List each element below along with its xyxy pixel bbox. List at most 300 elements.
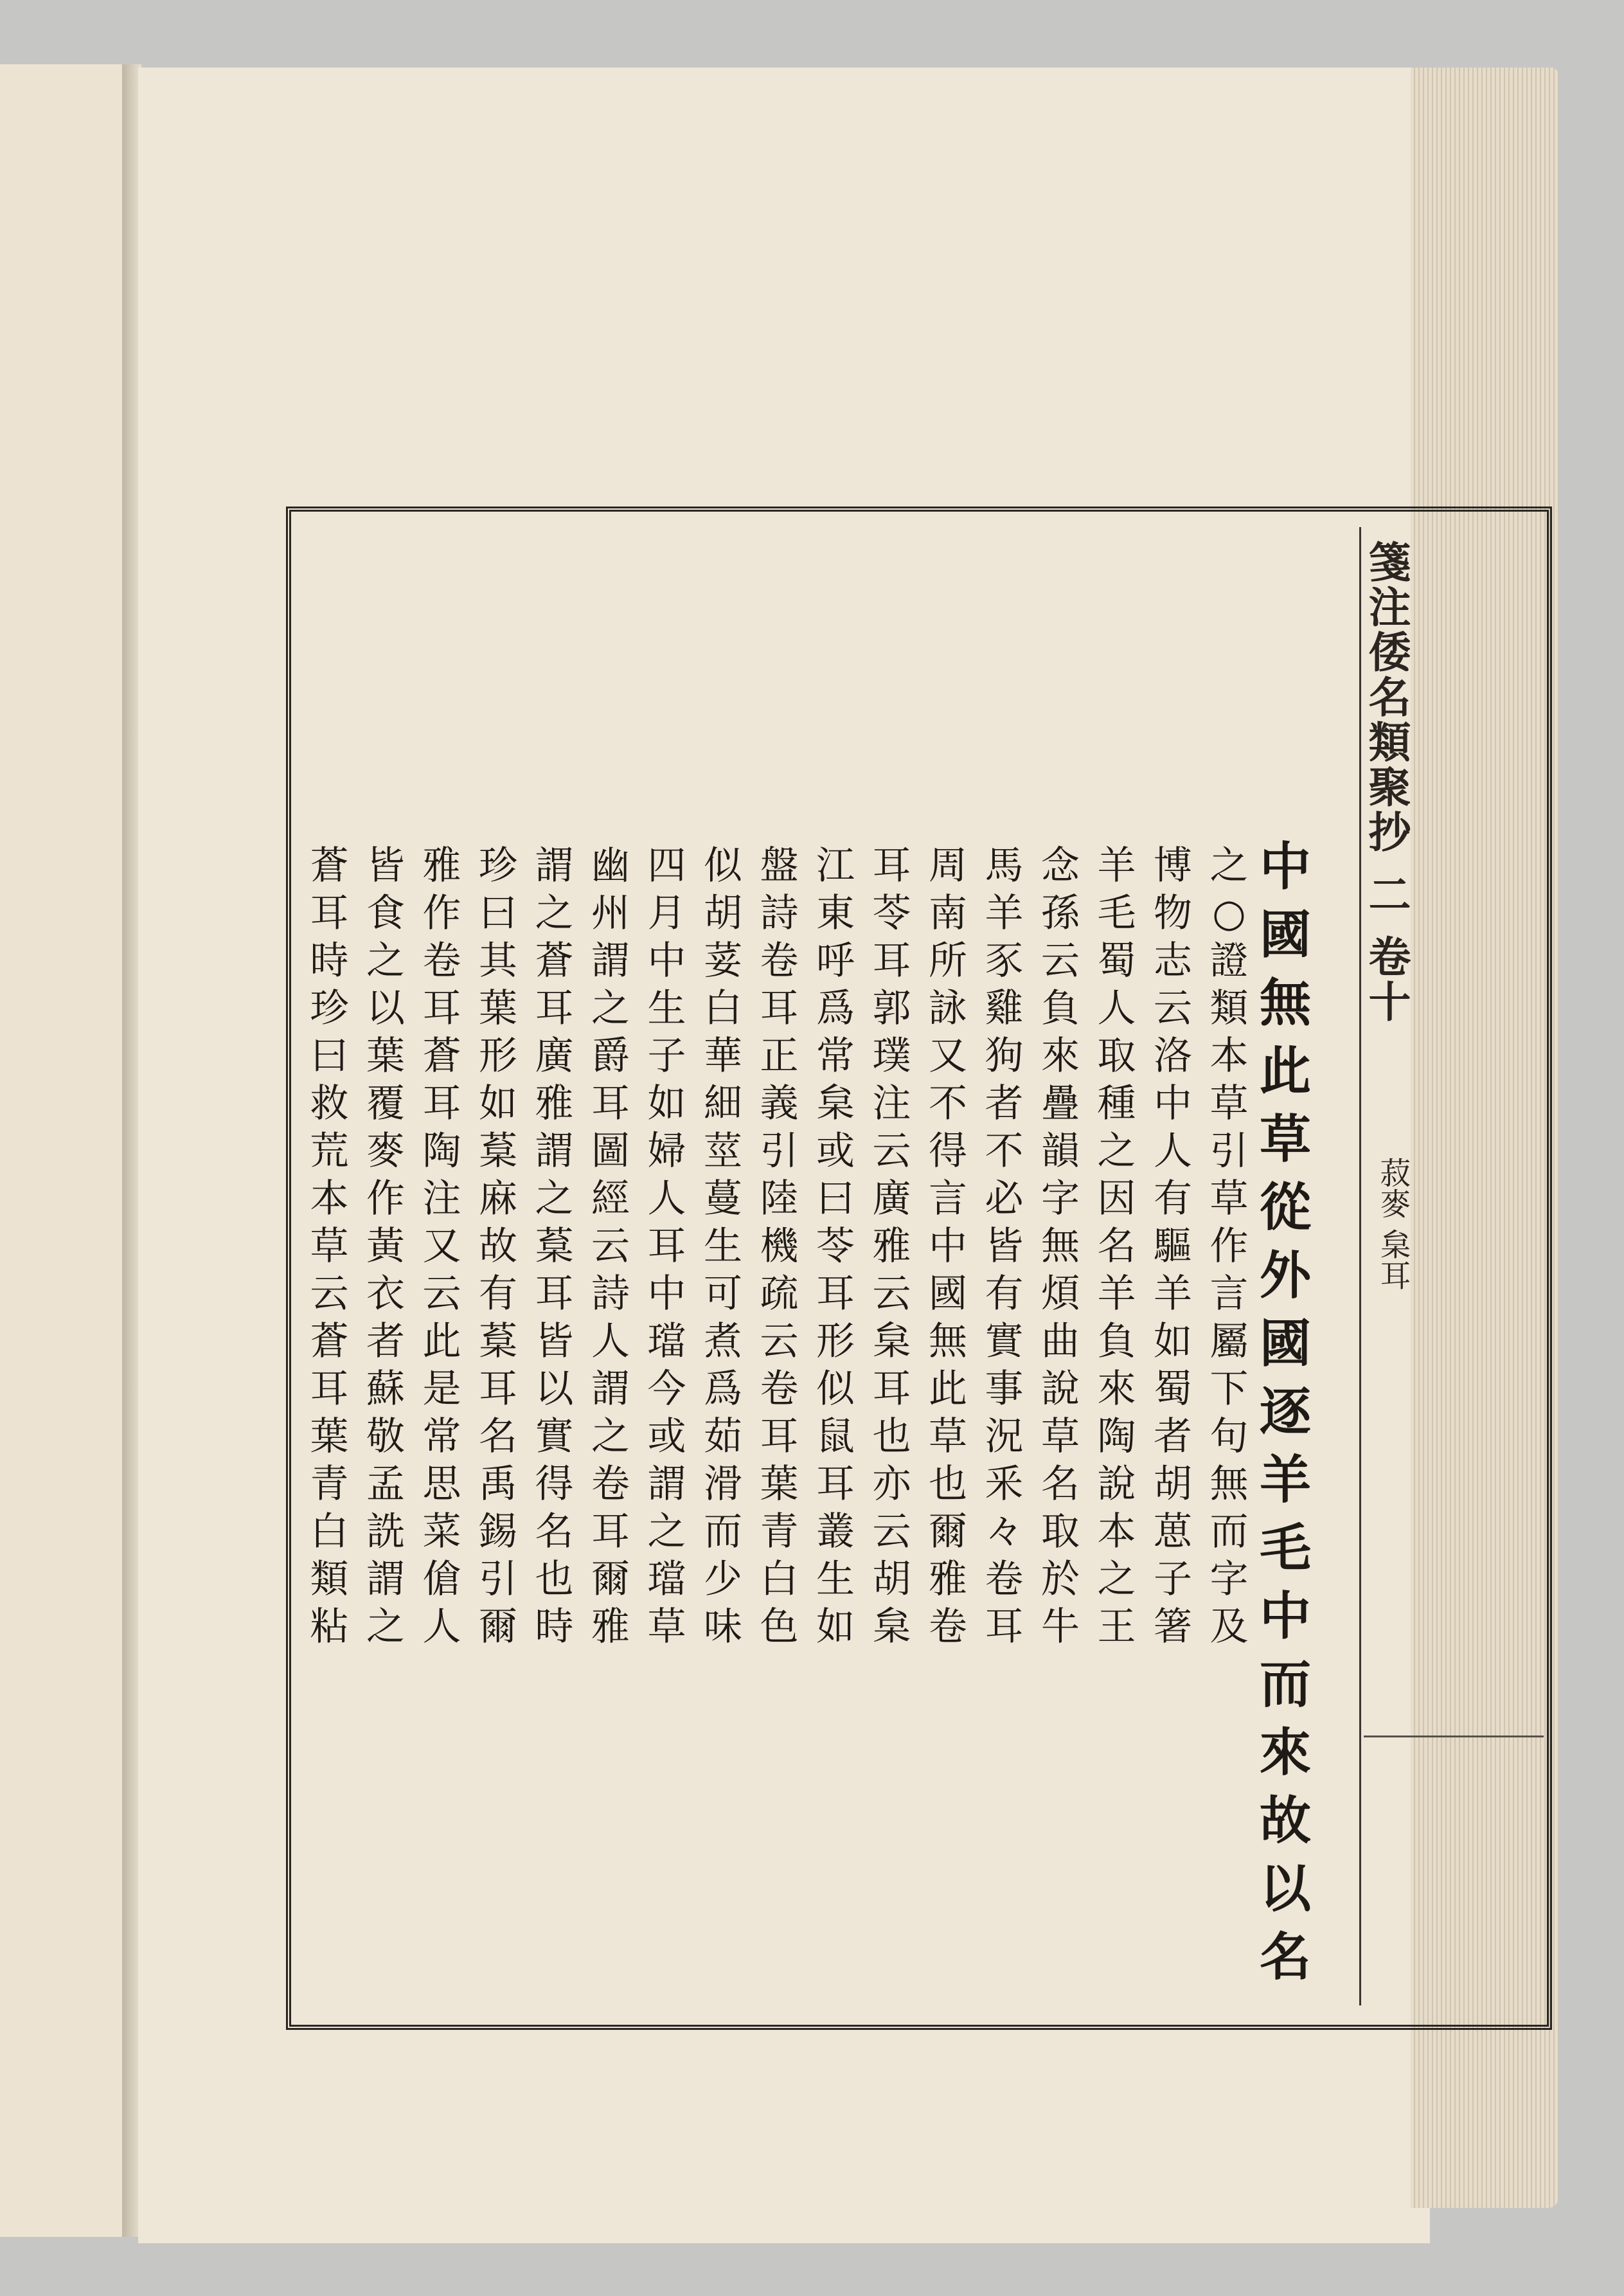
character: 來 [1260,1722,1311,1782]
character: 作 [366,1176,405,1221]
character: 郭 [872,986,911,1031]
character: 負 [1097,1319,1136,1364]
character: 如 [1154,1319,1192,1364]
character: 馬 [985,843,1024,888]
character: 本 [1209,1034,1249,1079]
character: 孟 [366,1462,405,1507]
character: 圖 [591,1129,630,1174]
character: 者 [366,1319,405,1364]
character: 羊 [1097,1271,1136,1316]
character: 或 [816,1129,855,1174]
character: 幽 [591,843,630,888]
character: 蒼 [422,1034,461,1079]
character: 卷 [929,1604,967,1649]
character: 種 [1097,1081,1136,1126]
character: 蒼 [310,843,349,888]
character: 今 [647,1367,686,1412]
text-column-3 [1144,842,1202,1651]
character: 茹 [704,1414,742,1459]
character: 胡 [1154,1462,1192,1507]
character: 人 [1097,986,1136,1031]
section-heading-2: 枲耳 [1375,1228,1411,1291]
text-column-6 [976,842,1033,1651]
character: 機 [760,1224,799,1269]
character: 無 [1260,973,1311,1033]
character: 白 [704,986,742,1031]
character: 傖 [422,1557,461,1602]
character: 而 [1260,1654,1311,1714]
character: 雞 [985,986,1024,1031]
character: 也 [929,1462,967,1507]
character: 廣 [535,1034,574,1079]
character: 白 [760,1557,799,1602]
character: 葸 [1154,1509,1192,1554]
character: 云 [872,1129,911,1174]
character: 枲 [816,1081,855,1126]
character: 草 [1209,1176,1249,1221]
character: 救 [310,1081,349,1126]
character: 博 [1154,843,1192,888]
character: 葈 [479,1319,517,1364]
character: 州 [591,891,630,936]
character: 青 [760,1509,799,1554]
character: 念 [1041,843,1080,888]
character: 來 [1041,1034,1080,1079]
character: 注 [872,1081,911,1126]
character: 有 [479,1271,517,1316]
character: 有 [1154,1176,1192,1221]
character: 以 [1260,1858,1311,1919]
character: 此 [422,1319,461,1364]
character: 時 [310,938,349,983]
character: 璫 [647,1557,686,1602]
character: 其 [479,938,517,983]
character: 人 [422,1604,461,1649]
character: 生 [816,1557,855,1602]
character: 取 [1097,1034,1136,1079]
character: 中 [647,938,686,983]
character: 毛 [1260,1518,1311,1578]
character: 有 [985,1271,1024,1316]
character: 名 [535,1509,574,1554]
character: 苓 [816,1224,855,1269]
character: 爾 [479,1604,517,1649]
character: 如 [816,1604,855,1649]
character: 耳 [872,843,911,888]
character: 耳 [872,938,911,983]
character: 曰 [816,1176,855,1221]
character: 胡 [704,891,742,936]
character: 箸 [1154,1604,1192,1649]
character: 黃 [366,1224,405,1269]
character: 雅 [591,1604,630,1649]
character: 之 [591,986,630,1031]
character: 廣 [872,1176,911,1221]
character: 人 [1154,1129,1192,1174]
character: 耳 [591,1509,630,1554]
character: 來 [1097,1367,1136,1412]
character: 卷 [760,938,799,983]
character: 經 [591,1176,630,1221]
character: 草 [1260,1109,1311,1169]
character: 生 [647,986,686,1031]
character: 耳 [535,1271,574,1316]
character: 璫 [647,1319,686,1364]
character: 云 [1154,986,1192,1031]
character: 耳 [647,1224,686,1269]
book-title: 箋注倭名類聚抄 二 卷十 [1361,540,1411,1025]
character: 疏 [760,1271,799,1316]
character: 云 [310,1271,349,1316]
character: 珍 [479,843,517,888]
character: 不 [929,1081,967,1126]
character: 必 [985,1176,1024,1221]
character: 說 [1097,1462,1136,1507]
character: 句 [1209,1414,1249,1459]
character: 陶 [422,1129,461,1174]
character: 中 [647,1271,686,1316]
character: 之 [1097,1557,1136,1602]
character: 草 [310,1224,349,1269]
character: 似 [704,843,742,888]
section-heading-1: 菽麥 [1375,1157,1411,1219]
character: 衣 [366,1271,405,1316]
character: 細 [704,1081,742,1126]
character: 詩 [591,1271,630,1316]
character: 實 [535,1414,574,1459]
character: 耳 [872,1367,911,1412]
left-page [0,64,125,2237]
character: 子 [647,1034,686,1079]
character: 志 [1154,938,1192,983]
character: 故 [479,1224,517,1269]
character: 華 [704,1034,742,1079]
character: 詵 [366,1509,405,1554]
character: 羊 [1097,843,1136,888]
character: 也 [872,1414,911,1459]
character: 爾 [929,1509,967,1554]
character: 耳 [985,1604,1024,1649]
character: 引 [760,1129,799,1174]
character: 本 [1097,1509,1136,1554]
character: 之 [591,1414,630,1459]
character: 雅 [422,843,461,888]
character: 謂 [647,1462,686,1507]
character: 作 [422,891,461,936]
character: 雅 [872,1224,911,1269]
character: 云 [760,1319,799,1364]
character: 覆 [366,1081,405,1126]
character: 少 [704,1557,742,1602]
character: 時 [535,1604,574,1649]
character: 叢 [816,1509,855,1554]
text-column-13 [582,842,639,1651]
character: 爾 [591,1557,630,1602]
character: 雅 [535,1081,574,1126]
character: 羊 [1154,1271,1192,1316]
character: 無 [1209,1462,1249,1507]
character: 又 [929,1034,967,1079]
character: 故 [1260,1790,1311,1851]
character: 中 [1154,1081,1192,1126]
character: 蒼 [310,1319,349,1364]
character: 云 [872,1271,911,1316]
character: 鼠 [816,1414,855,1459]
character: 卷 [760,1367,799,1412]
character: 而 [704,1509,742,1554]
character: 枲 [872,1604,911,1649]
character: 々 [985,1509,1024,1554]
character: 實 [985,1319,1024,1364]
character: 云 [591,1224,630,1269]
character: 正 [760,1034,799,1079]
character: 名 [1260,1926,1311,1987]
character: 洛 [1154,1034,1192,1079]
character: 本 [310,1176,349,1221]
character: 負 [1041,986,1080,1031]
character: 呼 [816,938,855,983]
character: 南 [929,891,967,936]
character: 無 [929,1319,967,1364]
character: 中 [1260,1586,1311,1646]
character: 如 [647,1081,686,1126]
character: 四 [647,843,686,888]
character: 盤 [760,843,799,888]
character: 事 [985,1367,1024,1412]
character: 苓 [872,891,911,936]
character: 羊 [1260,1449,1311,1510]
character: 可 [704,1271,742,1316]
character: 此 [1260,1041,1311,1101]
character: ○ [1212,891,1246,936]
character: 狗 [985,1034,1024,1079]
character: 釆 [985,1462,1024,1507]
character: 得 [535,1462,574,1507]
character: 荽 [704,938,742,983]
character: 草 [1041,1414,1080,1459]
character: 作 [1209,1224,1249,1269]
character: 名 [1097,1224,1136,1269]
character: 疊 [1041,1081,1080,1126]
text-column-1 [1256,832,1314,1991]
character: 菜 [422,1509,461,1554]
text-column-18 [301,842,359,1651]
character: 謂 [535,843,574,888]
character: 耳 [816,1271,855,1316]
character: 字 [1209,1557,1249,1602]
character: 珍 [310,986,349,1031]
character: 葈 [535,1224,574,1269]
character: 中 [929,1224,967,1269]
character: 引 [479,1557,517,1602]
character: 陶 [1097,1414,1136,1459]
character: 毛 [1097,891,1136,936]
character: 爲 [816,986,855,1031]
character: 及 [1209,1604,1249,1649]
character: 皆 [366,843,405,888]
character: 是 [422,1367,461,1412]
character: 無 [1041,1224,1080,1269]
character: 耳 [310,1367,349,1412]
character: 卷 [591,1462,630,1507]
character: 草 [1209,1081,1249,1126]
character: 蘇 [366,1367,405,1412]
character: 此 [929,1367,967,1412]
character: 又 [422,1224,461,1269]
character: 耳 [591,1081,630,1126]
text-column-17 [357,842,415,1651]
character: 枲 [872,1319,911,1364]
character: 國 [929,1271,967,1316]
character: 驅 [1154,1224,1192,1269]
character: 於 [1041,1557,1080,1602]
character: 皆 [985,1224,1024,1269]
text-column-9 [807,842,864,1651]
character: 耳 [422,1081,461,1126]
character: 味 [704,1604,742,1649]
character: 韻 [1041,1129,1080,1174]
character: 名 [1041,1462,1080,1507]
text-column-4 [1088,842,1146,1651]
character: 麥 [366,1129,405,1174]
character: 卷 [985,1557,1024,1602]
character: 外 [1260,1245,1311,1305]
character: 耳 [479,1367,517,1412]
character: 下 [1209,1367,1249,1412]
character: 之 [647,1509,686,1554]
character: 以 [535,1367,574,1412]
text-column-5 [1031,842,1089,1651]
character: 月 [647,891,686,936]
character: 之 [1097,1129,1136,1174]
character: 曰 [479,891,517,936]
character: 荒 [310,1129,349,1174]
character: 東 [816,891,855,936]
character: 白 [310,1509,349,1554]
character: 常 [816,1034,855,1079]
character: 爲 [704,1367,742,1412]
character: 從 [1260,1177,1311,1237]
text-column-10 [751,842,808,1651]
character: 名 [479,1414,517,1459]
character: 羊 [985,891,1024,936]
character: 之 [1209,843,1249,888]
character: 之 [535,1176,574,1221]
character: 字 [1041,1176,1080,1221]
character: 似 [816,1367,855,1412]
character: 璞 [872,1034,911,1079]
character: 形 [816,1319,855,1364]
character: 說 [1041,1367,1080,1412]
character: 所 [929,938,967,983]
character: 葉 [310,1414,349,1459]
character: 而 [1209,1509,1249,1554]
text-column-14 [526,842,584,1651]
margin-rule [1364,1735,1544,1737]
character: 得 [929,1129,967,1174]
text-column-15 [469,842,527,1651]
character: 豕 [985,938,1024,983]
text-column-16 [413,842,471,1651]
text-column-11 [694,842,752,1651]
character: 謂 [366,1557,405,1602]
character: 詠 [929,986,967,1031]
character: 者 [1154,1414,1192,1459]
text-column-12 [638,842,696,1651]
character: 王 [1097,1604,1136,1649]
character: 常 [422,1414,461,1459]
character: 陸 [760,1176,799,1221]
character: 屬 [1209,1319,1249,1364]
character: 者 [985,1081,1024,1126]
character: 煩 [1041,1271,1080,1316]
character: 莖 [704,1129,742,1174]
text-column-8 [863,842,921,1651]
character: 耳 [422,986,461,1031]
character: 食 [366,891,405,936]
character: 耳 [760,986,799,1031]
character: 葉 [760,1462,799,1507]
character: 思 [422,1462,461,1507]
character: 如 [479,1081,517,1126]
character: 之 [366,1604,405,1649]
character: 耳 [310,891,349,936]
character: 卷 [422,938,461,983]
character: 亦 [872,1462,911,1507]
character: 引 [1209,1129,1249,1174]
character: 耳 [816,1462,855,1507]
character: 義 [760,1081,799,1126]
character: 中 [1260,836,1311,897]
character: 青 [310,1462,349,1507]
section-heading [1372,1157,1411,1290]
character: 以 [366,986,405,1031]
character: 國 [1260,904,1311,965]
character: 婦 [647,1129,686,1174]
character: 煮 [704,1319,742,1364]
character: 證 [1209,938,1249,983]
character: 之 [535,891,574,936]
character: 因 [1097,1176,1136,1221]
character: 爵 [591,1034,630,1079]
text-column-2 [1200,842,1258,1651]
character: 言 [1209,1271,1249,1316]
character: 胡 [872,1557,911,1602]
character: 言 [929,1176,967,1221]
character: 曰 [310,1034,349,1079]
character: 麻 [479,1176,517,1221]
character: 注 [422,1176,461,1221]
character: 謂 [591,1367,630,1412]
character: 蔓 [704,1176,742,1221]
character: 人 [591,1319,630,1364]
character: 草 [647,1604,686,1649]
character: 蜀 [1154,1367,1192,1412]
character: 曲 [1041,1319,1080,1364]
character: 葉 [366,1034,405,1079]
character: 葉 [479,986,517,1031]
character: 云 [872,1509,911,1554]
character: 國 [1260,1313,1311,1374]
character: 形 [479,1034,517,1079]
character: 況 [985,1414,1024,1459]
character: 孫 [1041,891,1080,936]
character: 禹 [479,1462,517,1507]
character: 蒼 [535,938,574,983]
character: 也 [535,1557,574,1602]
character: 或 [647,1414,686,1459]
character: 人 [647,1176,686,1221]
